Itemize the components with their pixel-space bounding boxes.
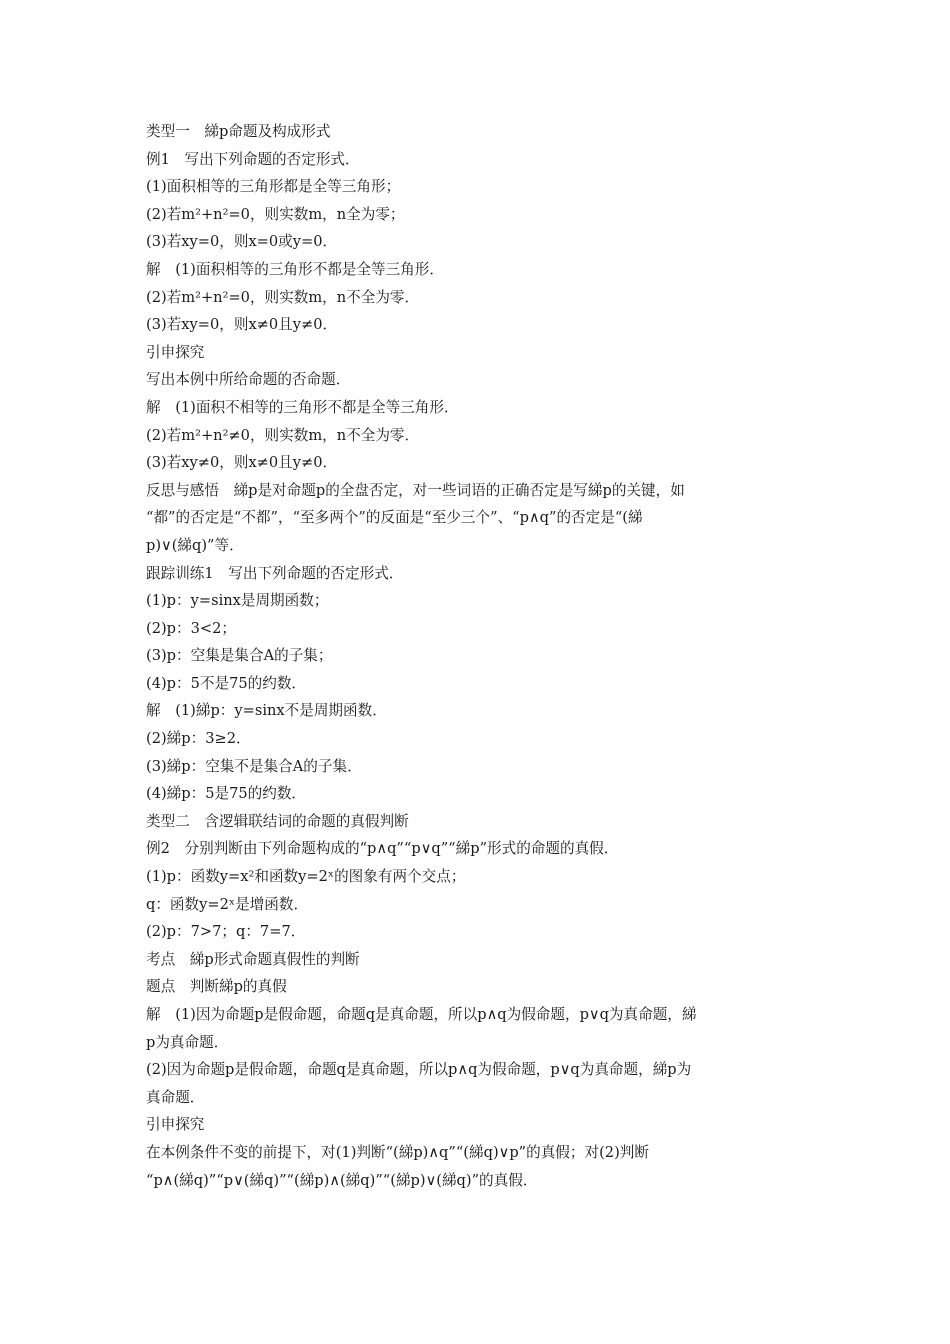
example-2-item-2: (2)p：7>7；q：7=7． [146,923,306,941]
example-2-solution-2b: 真命题． [146,1088,205,1106]
question-point: 题点 判断綈p的真假 [146,978,287,996]
practice-1-solution-2: (2)綈p：3≥2． [146,730,251,748]
practice-1-solution-1: 解 (1)綈p：y=sinx不是周期函数． [146,702,387,720]
practice-1-item-2: (2)p：3<2； [146,619,236,637]
example-1-item-3: (3)若xy=0，则x=0或y=0． [146,233,338,251]
practice-1-title: 跟踪训练1 写出下列命题的否定形式． [146,564,404,582]
extension-question: 写出本例中所给命题的否命题． [146,371,351,389]
example-2-item-1-q: q：函数y=2ˣ是增函数． [146,895,309,913]
example-1-solution-2: (2)若m²+n²=0，则实数m，n不全为零． [146,288,420,306]
practice-1-solution-4: (4)綈p：5是75的约数． [146,785,307,803]
section-heading-type-1: 类型一 綈p命题及构成形式 [146,123,331,140]
document-page [146,118,818,1194]
example-1-title: 例1 写出下列命题的否定形式． [146,150,360,168]
reflection-line-2: “都”的否定是“不都”，“至多两个”的反面是“至少三个”、“p∧q”的否定是“(綈 [146,509,643,527]
section-heading-type-2: 类型二 含逻辑联结词的命题的真假判断 [146,812,409,830]
extension-solution-1: 解 (1)面积不相等的三角形不都是全等三角形． [146,398,459,416]
reflection-line-1: 反思与感悟 綈p是对命题p的全盘否定，对一些词语的正确否定是写綈p的关键，如 [146,481,685,499]
example-1-item-2: (2)若m²+n²=0，则实数m，n全为零； [146,205,405,223]
extension-solution-3: (3)若xy≠0，则x≠0且y≠0． [146,454,338,472]
extension-2-line-2: “p∧(綈q)”“p∨(綈q)”“(綈p)∧(綈q)”“(綈p)∨(綈q)”的真假． [146,1171,538,1189]
practice-1-item-3: (3)p：空集是集合A的子集； [146,647,333,665]
extension-heading: 引申探究 [146,343,205,361]
example-1-solution-1: 解 (1)面积相等的三角形不都是全等三角形． [146,260,444,278]
reflection-line-3: p)∨(綈q)”等． [146,536,244,554]
practice-1-item-4: (4)p：5不是75的约数． [146,674,307,692]
practice-1-solution-3: (3)綈p：空集不是集合A的子集． [146,757,362,775]
extension-solution-2: (2)若m²+n²≠0，则实数m，n不全为零． [146,426,420,444]
example-2-item-1-p: (1)p：函数y=x²和函数y=2ˣ的图象有两个交点； [146,868,466,886]
example-2-solution-2a: (2)因为命题p是假命题，命题q是真命题，所以p∧q为假命题，p∨q为真命题，綈p为 [146,1061,692,1079]
example-2-title: 例2 分别判断由下列命题构成的“p∧q”“p∨q”“綈p”形式的命题的真假． [146,840,619,858]
extension-2-line-1: 在本例条件不变的前提下，对(1)判断“(綈p)∧q”“(綈q)∨p”的真假；对(2)判断 [146,1143,649,1161]
example-1-item-1: (1)面积相等的三角形都是全等三角形； [146,178,401,196]
exam-point: 考点 綈p形式命题真假性的判断 [146,950,360,968]
practice-1-item-1: (1)p：y=sinx是周期函数； [146,592,329,610]
example-1-solution-3: (3)若xy=0，则x≠0且y≠0． [146,316,338,334]
example-2-solution-1b: p为真命题． [146,1033,229,1051]
example-2-solution-1a: 解 (1)因为命题p是假命题，命题q是真命题，所以p∧q为假命题，p∨q为真命题，綈 [146,1006,697,1023]
extension-heading-2: 引申探究 [146,1116,205,1134]
